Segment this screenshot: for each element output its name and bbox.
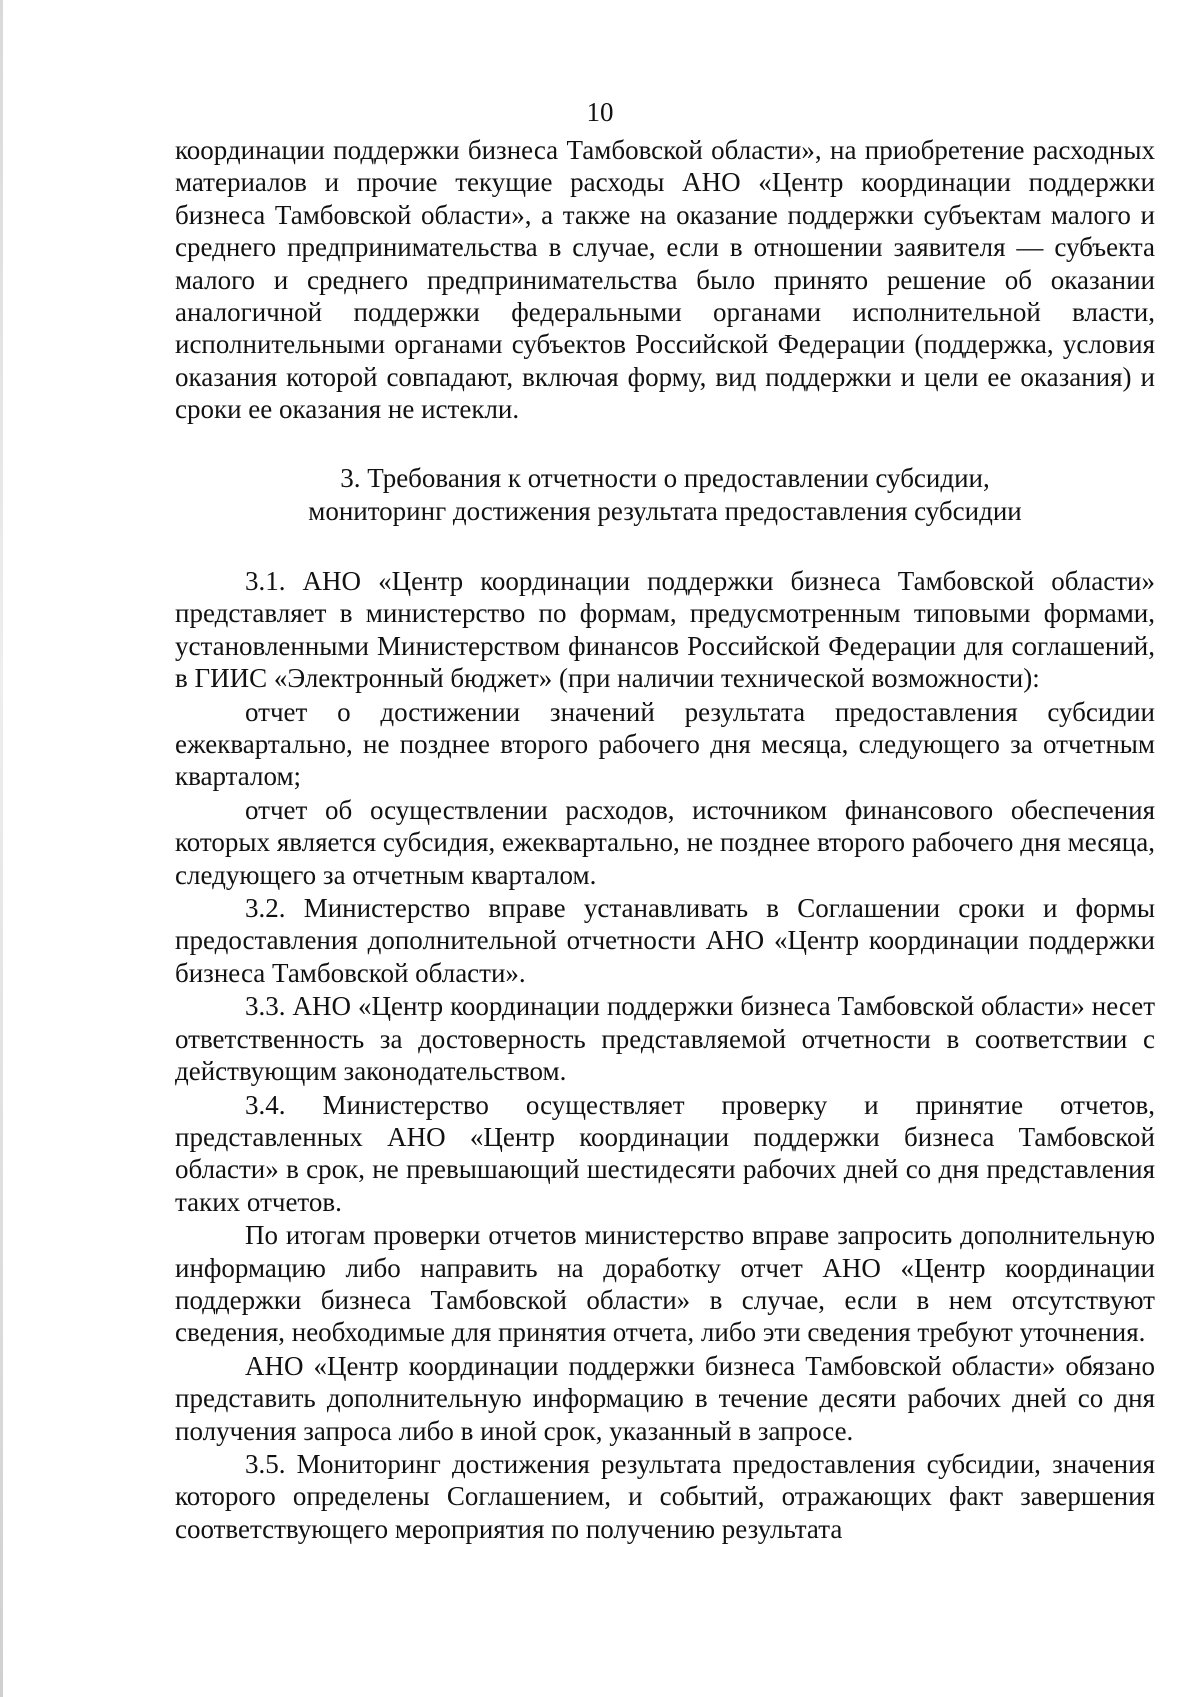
section-heading	[175, 462, 1155, 528]
paragraph-3-2: 3.2. Министерство вправе устанавливать в Соглашении сроки и формы предоставления дополнительной отчетности АНО «Центр координации поддержки бизнеса Тамбовской области».	[175, 893, 1155, 988]
paragraph-check-results: По итогам проверки отчетов министерство вправе запросить дополнительную информацию либо направить на доработку отчет АНО «Центр координации поддержки бизнеса Тамбовской области» в случае, если в нем отсутствуют сведения, необходимые для принятия отчета, либо эти сведения требуют уточнения.	[175, 1220, 1155, 1348]
paragraph-3-4: 3.4. Министерство осуществляет проверку и принятие отчетов, представленных АНО «Центр координации поддержки бизнеса Тамбовской области» в срок, не превышающий шестидесяти рабочих дней со дня представления таких отчетов.	[175, 1089, 1155, 1217]
paragraph-3-3: 3.3. АНО «Центр координации поддержки бизнеса Тамбовской области» несет ответственность за достоверность представляемой отчетности в соответствии с действующим законодательством.	[175, 991, 1155, 1087]
scan-edge	[0, 0, 3, 1697]
section-heading-line-1: 3. Требования к отчетности о предоставлении субсидии,	[340, 463, 990, 493]
paragraph-report-expenses: отчет об осуществлении расходов, источником финансового обеспечения которых является субсидия, ежеквартально, не позднее второго рабочего дня месяца, следующего за отчетным кварталом.	[175, 794, 1155, 890]
page-number: 10	[586, 97, 614, 127]
paragraph-additional-info: АНО «Центр координации поддержки бизнеса Тамбовской области» обязано представить дополнительную информацию в течение десяти рабочих дней со дня получения запроса либо в иной срок, указанный в запросе.	[175, 1350, 1155, 1446]
intro-paragraph-block	[175, 134, 1155, 426]
paragraph-3-5: 3.5. Мониторинг достижения результата предоставления субсидии, значения которого определены Соглашением, и событий, отражающих факт завершения соответствующего мероприятия по получению результата	[175, 1448, 1155, 1544]
paragraph-report-results: отчет о достижении значений результата предоставления субсидии ежеквартально, не позднее второго рабочего дня месяца, следующего за отчетным кварталом;	[175, 696, 1155, 792]
section-body	[175, 565, 1155, 1546]
paragraph-3-1: 3.1. АНО «Центр координации поддержки бизнеса Тамбовской области» представляет в министерство по формам, предусмотренным типовыми формами, установленными Министерством финансов Российской Федерации для соглашений, в ГИИС «Электронный бюджет» (при наличии технической возможности):	[175, 566, 1155, 694]
intro-paragraph: координации поддержки бизнеса Тамбовской области», на приобретение расходных материалов и прочие текущие расходы АНО «Центр координации поддержки бизнеса Тамбовской области», а также на оказание поддержки субъектам малого и среднего предпринимательства в случае, если в отношении заявителя — субъекта малого и среднего предпринимательства было принято решение об оказании аналогичной поддержки федеральными органами исполнительной власти, исполнительными органами субъектов Российской Федерации (поддержка, условия оказания которой совпадают, включая форму, вид поддержки и цели ее оказания) и сроки ее оказания не истекли.	[175, 135, 1155, 425]
section-heading-line-2: мониторинг достижения результата предоставления субсидии	[308, 496, 1022, 526]
